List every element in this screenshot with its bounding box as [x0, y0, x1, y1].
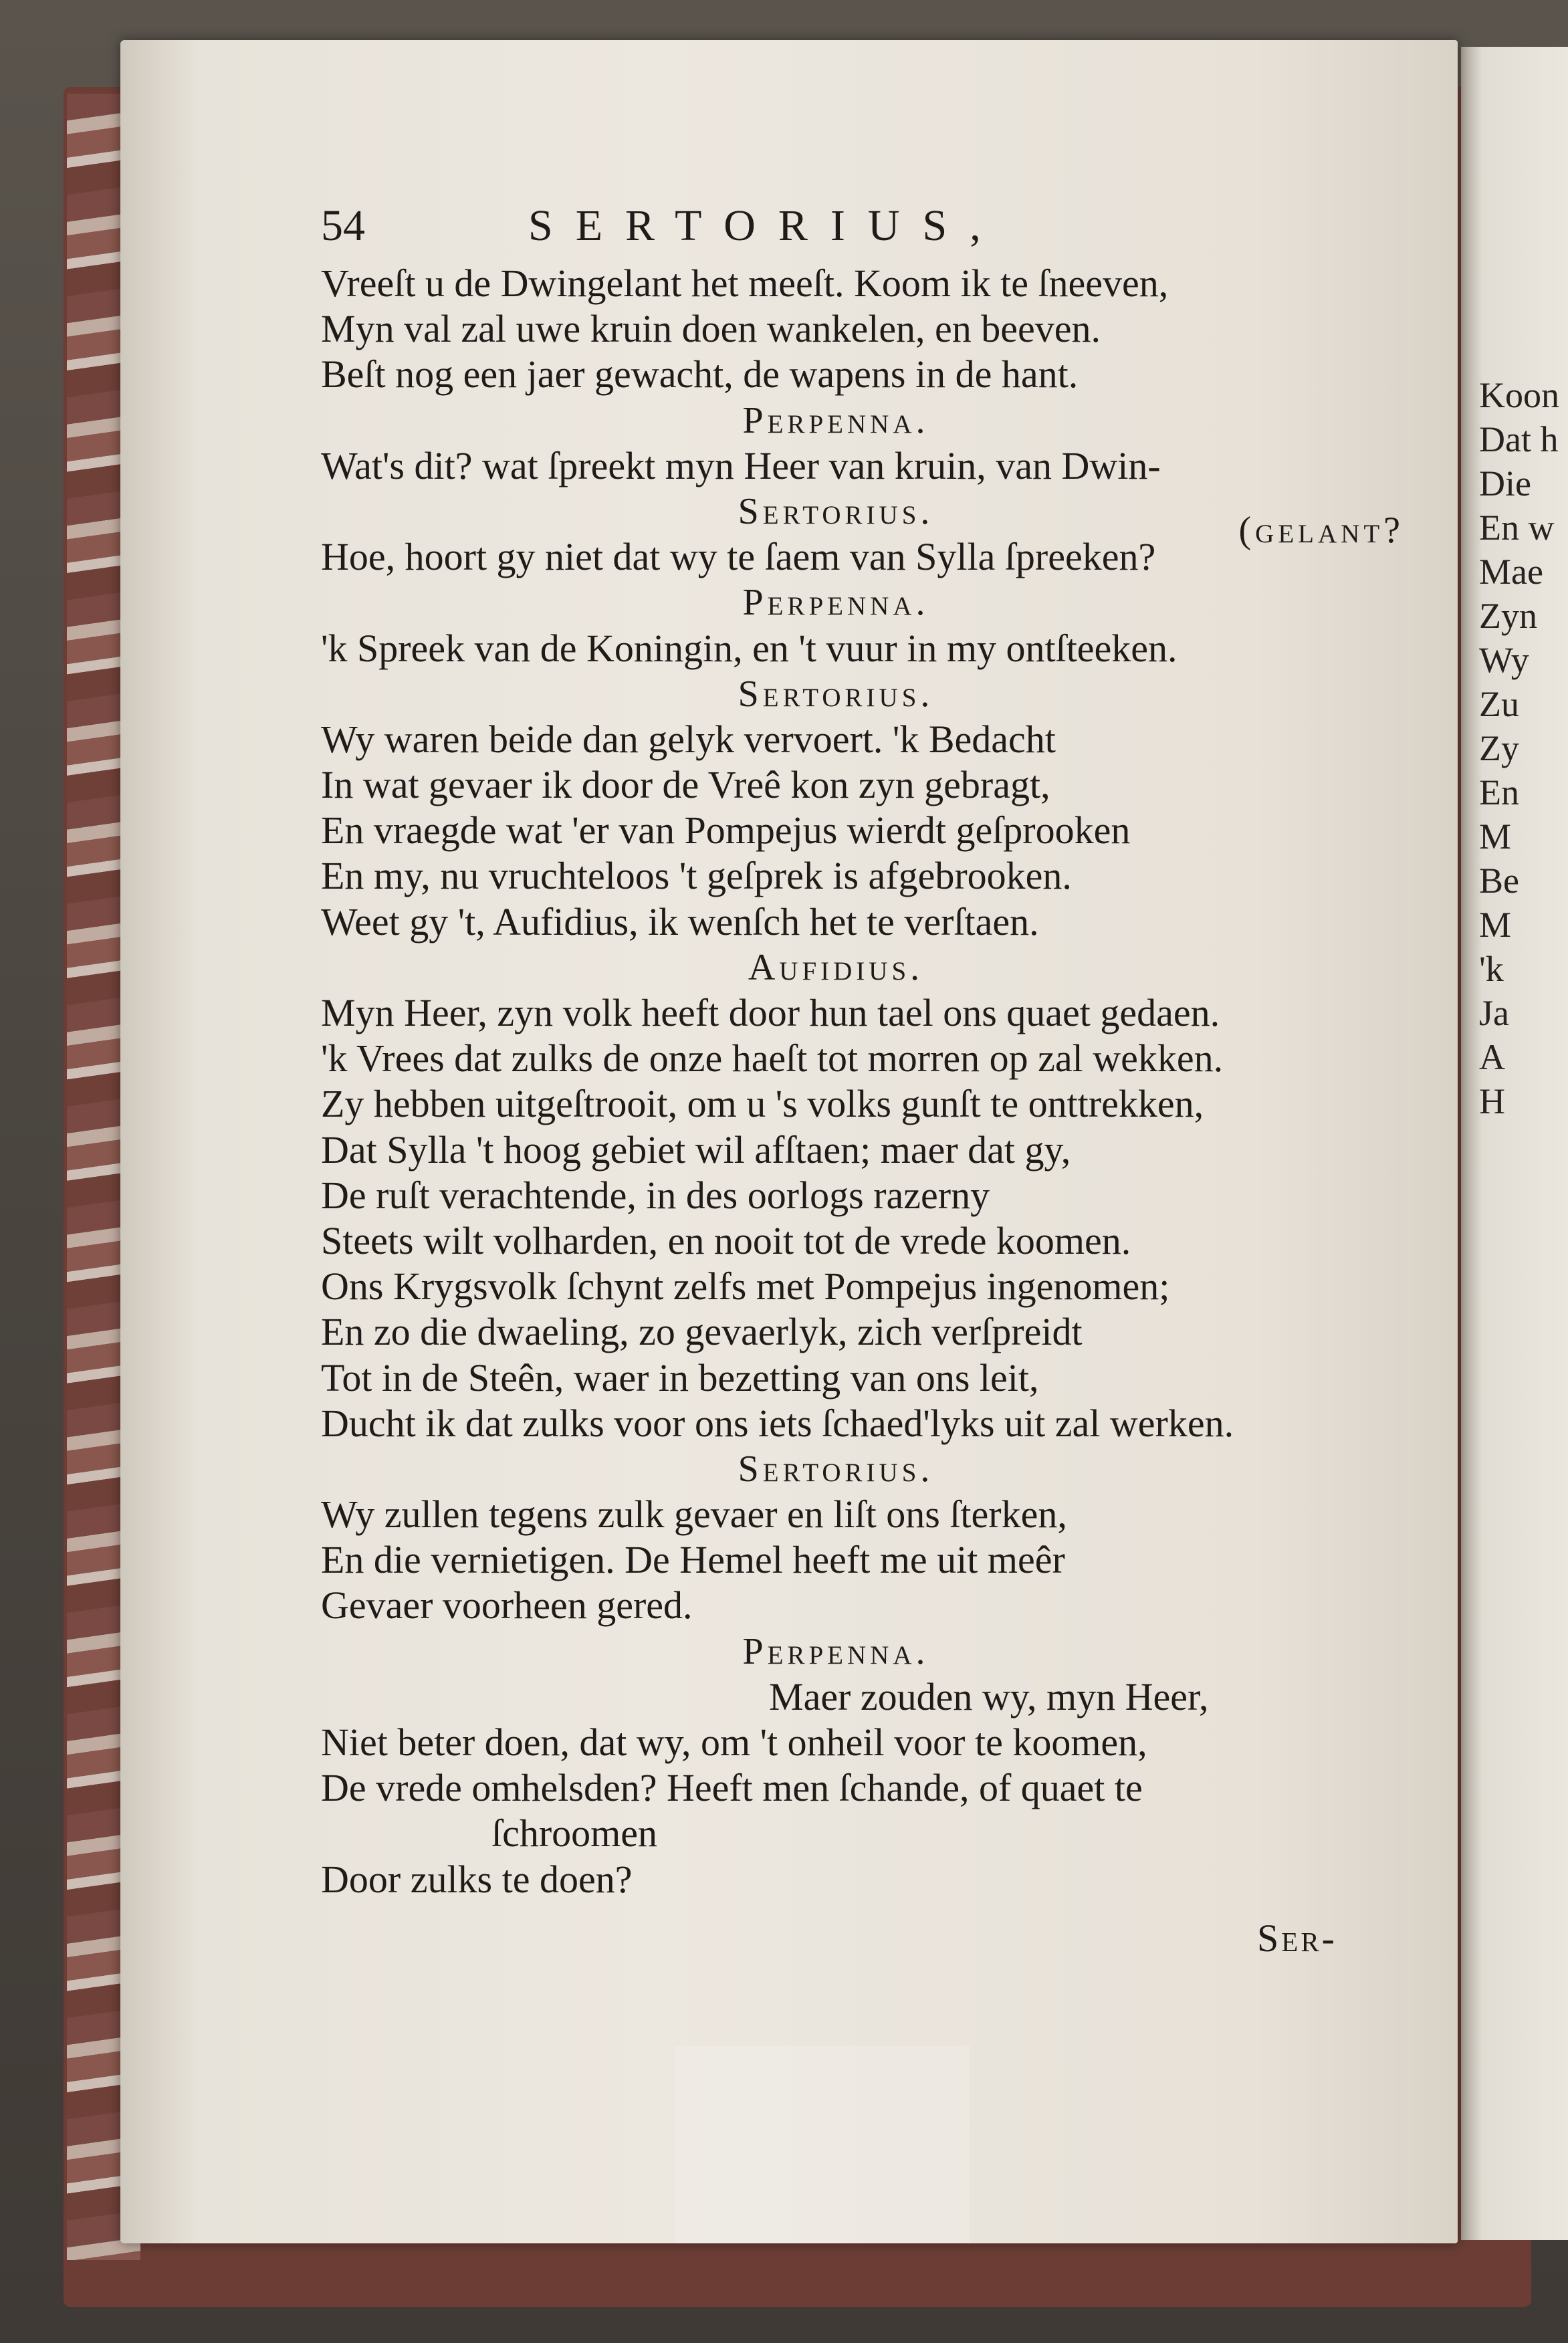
line-text: Weet gy 't, Aufidius, ik wenſch het te verſtaen. [321, 899, 1039, 943]
line-text: Wat's dit? wat ſpreekt myn Heer van kruin, van Dwin- [321, 443, 1161, 487]
line-text: 'k Vrees dat zulks de onze haeſt tot morren op zal wekken. [321, 1036, 1224, 1081]
facing-page-fragment: H [1479, 1081, 1505, 1121]
verse-line [321, 1583, 1391, 1628]
facing-page-fragment: M [1479, 816, 1512, 857]
verse-line [321, 717, 1391, 762]
line-text: En die vernietigen. De Hemel heeft me uit meêr [321, 1538, 1065, 1582]
verse-line [321, 762, 1391, 808]
facing-page-fragment: Be [1479, 861, 1519, 901]
line-text: 'k Spreek van de Koningin, en 't vuur in my ontſteeken. [321, 626, 1178, 670]
facing-page-fragment: Ja [1479, 993, 1509, 1033]
verse-line [321, 1720, 1391, 1765]
speaker-name [321, 1446, 1391, 1492]
facing-page-fragment: Koon [1479, 375, 1559, 415]
verse-line [321, 1811, 1391, 1856]
speaker-name [321, 945, 1391, 990]
facing-page-fragment: Zu [1479, 684, 1519, 724]
verse-line [321, 1674, 1391, 1720]
line-text: Wy zullen tegens zulk gevaer en liſt ons ſterken, [321, 1492, 1067, 1537]
verse-line [321, 853, 1391, 899]
line-text: De ruſt verachtende, in des oorlogs razerny [321, 1173, 990, 1217]
line-text: Ons Krygsvolk ſchynt zelfs met Pompejus ingenomen; [321, 1264, 1170, 1309]
line-text: Tot in de Steên, waer in bezetting van ons leit, [321, 1355, 1039, 1400]
facing-page-fragment: Zyn [1479, 596, 1537, 636]
verse-line [321, 261, 1391, 306]
line-text: Ducht ik dat zulks voor ons iets ſchaed'lyks uit zal werken. [321, 1401, 1234, 1445]
page-number: 54 [321, 201, 365, 250]
verse-line [321, 899, 1391, 945]
line-text: Sertorius. [738, 673, 934, 715]
running-title: SERTORIUS, [528, 201, 1004, 250]
speaker-name [321, 489, 1404, 551]
catchword: Ser- [1257, 1916, 1337, 1960]
speaker-name [321, 398, 1391, 443]
line-text: Steets wilt volharden, en nooit tot de vrede koomen. [321, 1218, 1131, 1262]
line-text: Niet beter doen, dat wy, om 't onheil voor te koomen, [321, 1720, 1147, 1764]
verse-line [321, 534, 1391, 580]
speaker-name [321, 580, 1391, 625]
line-text: Perpenna. [742, 1630, 929, 1672]
line-text: ſchroomen [491, 1811, 658, 1856]
line-text: En my, nu vruchteloos 't geſprek is afgebrooken. [321, 854, 1072, 898]
page-header [321, 201, 1391, 261]
line-text: Gevaer voorheen gered. [321, 1583, 693, 1628]
verse-line [321, 306, 1391, 352]
speaker-name [321, 1629, 1391, 1674]
facing-page-fragment: Dat h [1479, 419, 1559, 459]
verse-line [321, 1173, 1391, 1218]
verse-line [321, 1355, 1391, 1401]
verse-line [321, 1218, 1391, 1264]
line-text: De vrede omhelsden? Heeft men ſchande, of quaet te [321, 1766, 1143, 1810]
facing-page-fragment: Zy [1479, 728, 1519, 768]
line-text: Sertorius. [738, 1448, 934, 1490]
facing-page-fragment: Mae [1479, 552, 1543, 592]
speaker-name [321, 671, 1391, 717]
verse-line [321, 1309, 1391, 1355]
verse-line [321, 1081, 1391, 1127]
verse-line [321, 1765, 1391, 1811]
verse-line [321, 1401, 1391, 1446]
facing-page-fragment: En w [1479, 508, 1555, 548]
line-text: Zy hebben uitgeſtrooit, om u 's volks gunſt te onttrekken, [321, 1082, 1204, 1126]
line-text: En zo die dwaeling, zo gevaerlyk, zich verſpreidt [321, 1310, 1083, 1354]
facing-page-fragment: M [1479, 905, 1512, 945]
verse-line [321, 1264, 1391, 1309]
line-text: Door zulks te doen? [321, 1857, 633, 1901]
line-text: Beſt nog een jaer gewacht, de wapens in de hant. [321, 352, 1079, 397]
line-text: Myn val zal uwe kruin doen wankelen, en beeven. [321, 307, 1101, 351]
facing-page-fragment: Die [1479, 463, 1531, 504]
verse-line [321, 808, 1391, 853]
line-text: Wy waren beide dan gelyk vervoert. 'k Bedacht [321, 717, 1056, 761]
line-text: Myn Heer, zyn volk heeft door hun tael ons quaet gedaen. [321, 991, 1220, 1034]
verse-lines [321, 261, 1404, 1902]
line-text: Sertorius. [738, 490, 934, 532]
line-text: Hoe, hoort gy niet dat wy te ſaem van Sylla ſpreeken? [321, 535, 1156, 579]
facing-page-fragment: Wy [1479, 640, 1529, 680]
facing-page-fragment: 'k [1479, 949, 1504, 989]
line-text: Maer zouden wy, myn Heer, [769, 1674, 1209, 1718]
line-text: En vraegde wat 'er van Pompejus wierdt geſprooken [321, 808, 1131, 853]
line-text: Perpenna. [742, 582, 929, 624]
line-text: In wat gevaer ik door de Vreê kon zyn gebragt, [321, 763, 1050, 807]
verse-line [321, 1857, 1391, 1902]
verse-line [321, 626, 1391, 671]
verse-line [321, 1537, 1391, 1583]
line-continuation: (gelant? [1238, 509, 1404, 551]
verse-line [321, 990, 1391, 1036]
page-text [321, 201, 1404, 1961]
verse-line [321, 1492, 1391, 1537]
verse-line [321, 1036, 1391, 1081]
line-text: Aufidius. [748, 946, 924, 988]
verse-line [321, 352, 1391, 397]
verse-line [321, 443, 1391, 489]
line-text: Dat Sylla 't hoog gebiet wil afſtaen; maer dat gy, [321, 1127, 1071, 1172]
facing-page-fragment: A [1479, 1037, 1505, 1077]
verse-line [321, 1127, 1391, 1173]
facing-page-fragment: En [1479, 772, 1519, 812]
line-text: Perpenna. [742, 399, 929, 441]
line-text: Vreeſt u de Dwingelant het meeſt. Koom ik te ſneeven, [321, 261, 1169, 305]
